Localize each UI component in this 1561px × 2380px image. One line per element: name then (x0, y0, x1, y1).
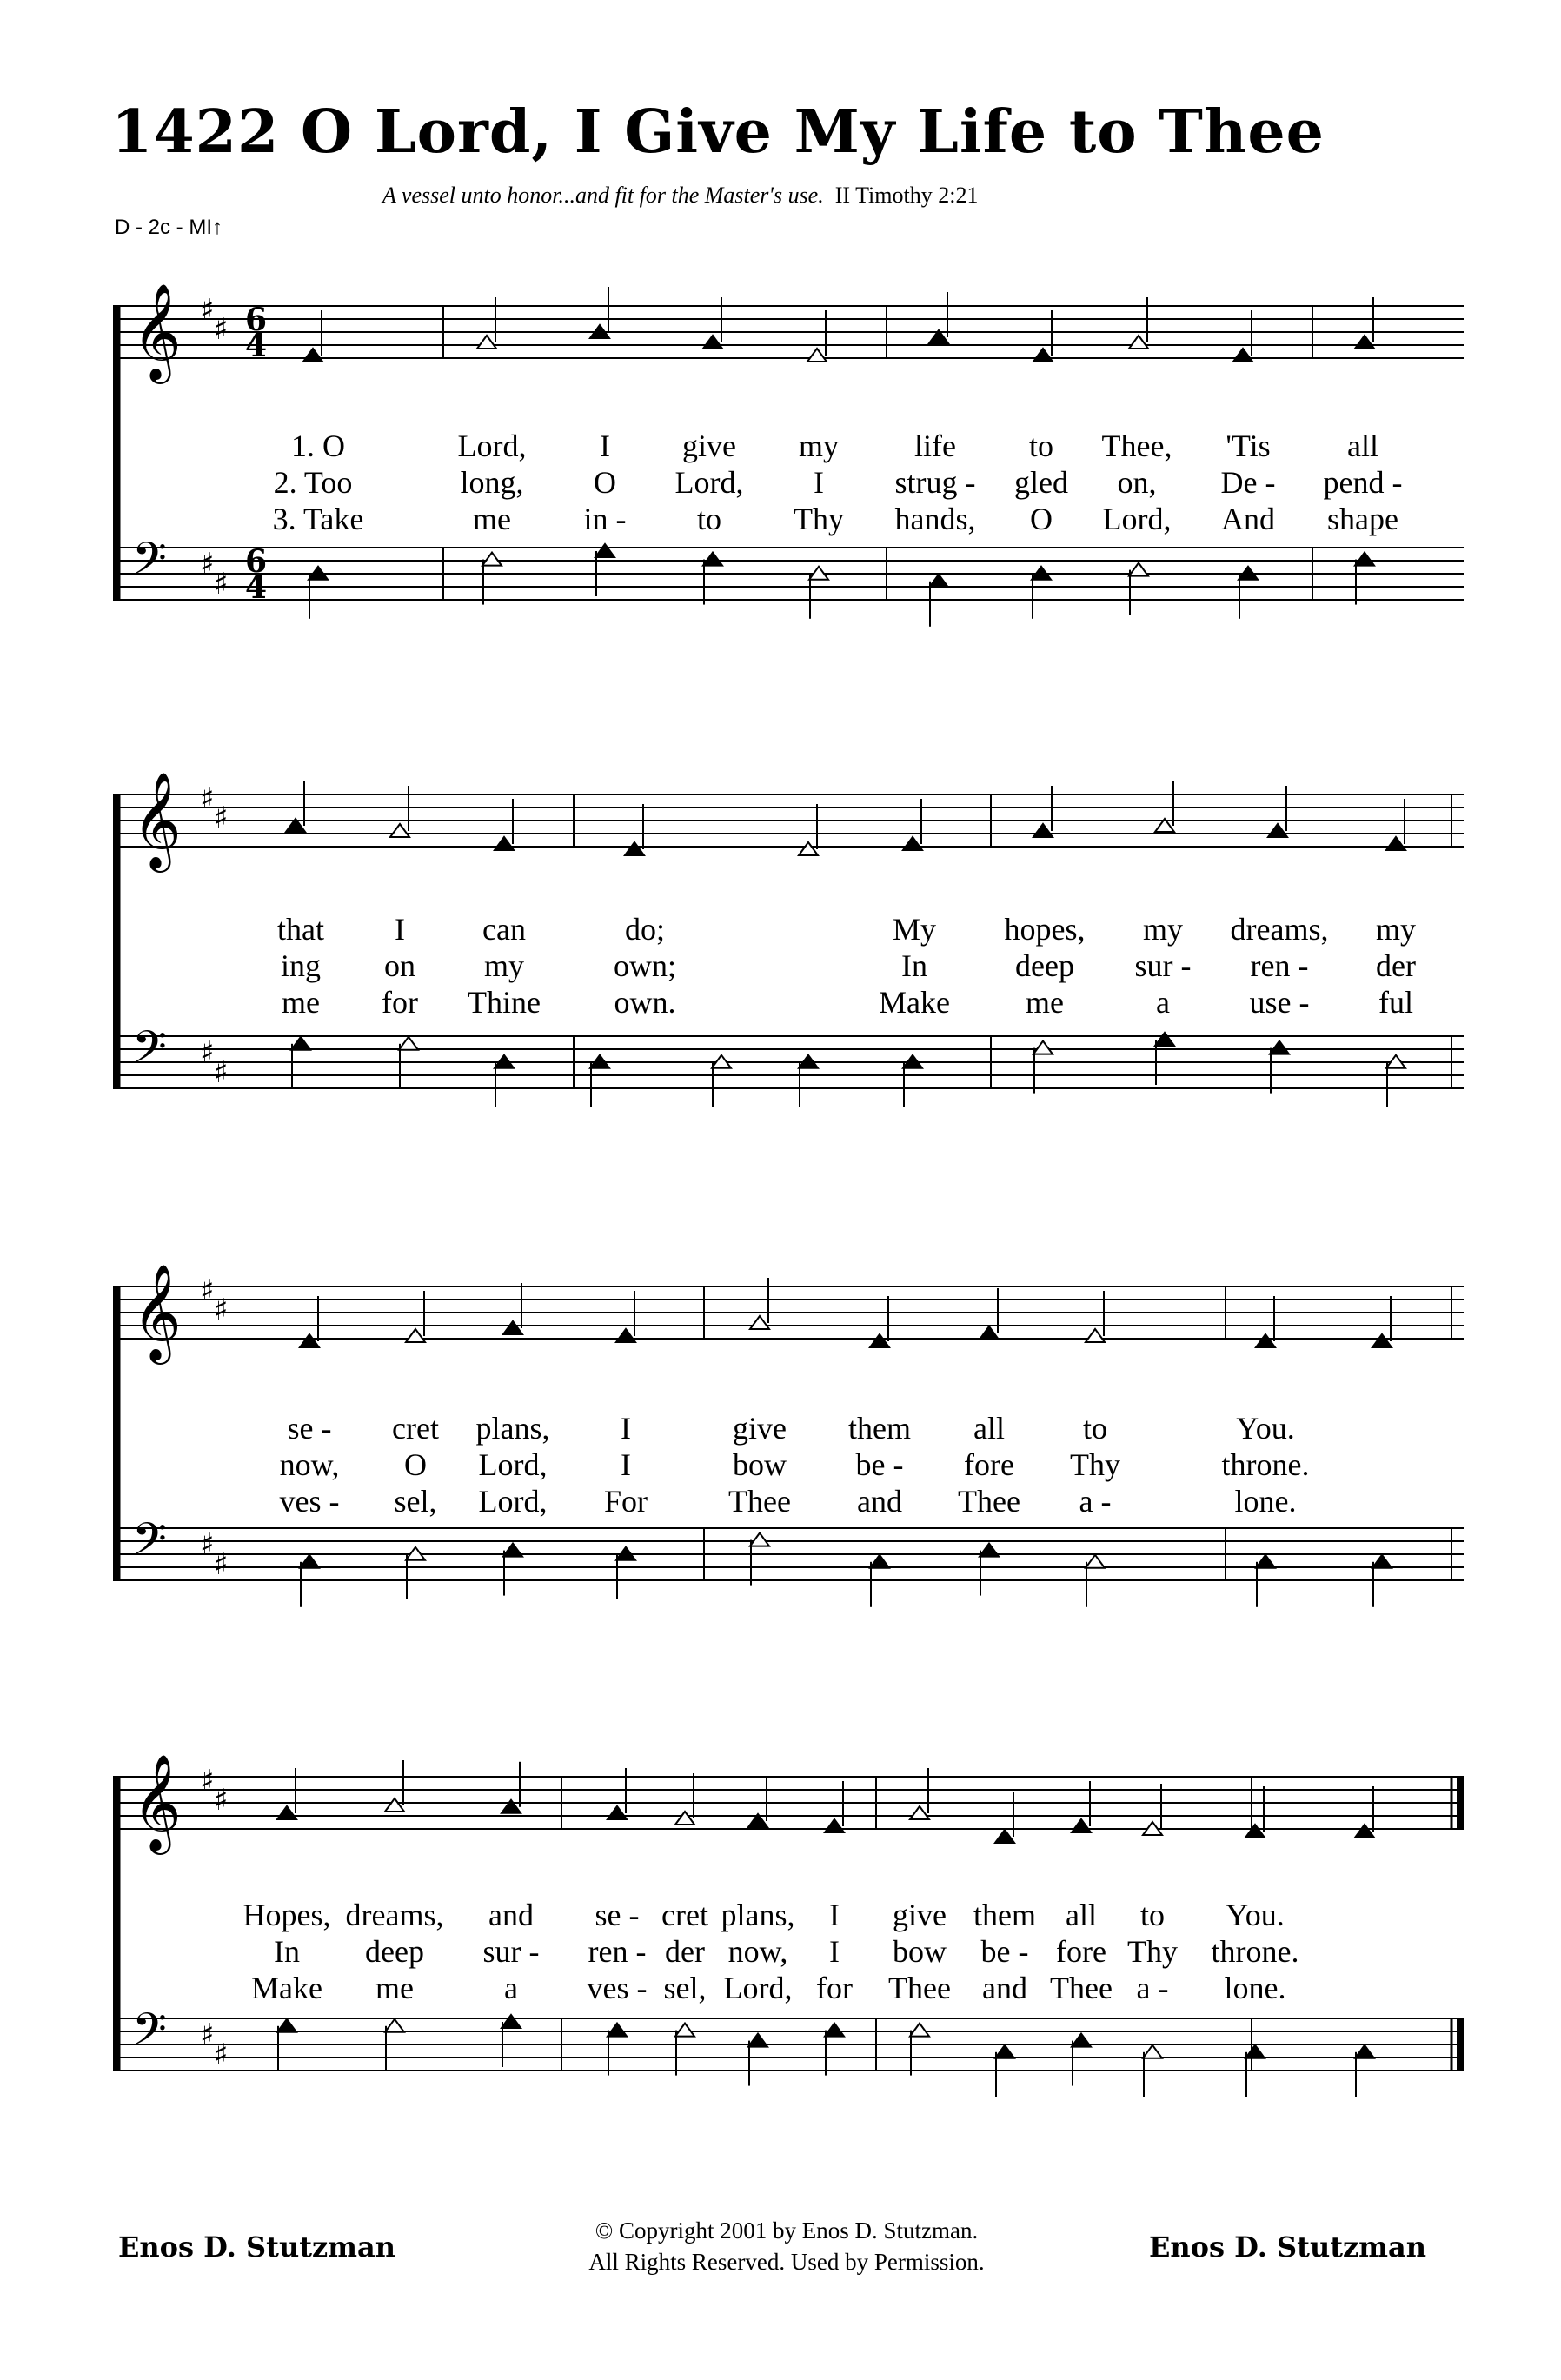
note-head (748, 2034, 767, 2047)
verse-1-lyrics (113, 428, 1464, 462)
lyric-syllable: to (1028, 429, 1054, 463)
lyric-syllable: O (404, 1447, 427, 1482)
note-head (1129, 336, 1148, 349)
lyric-syllable: use - (1249, 985, 1310, 1020)
note-head (1155, 1033, 1174, 1046)
lyric-syllable: give (893, 1898, 947, 1932)
lyric-syllable: se - (287, 1411, 332, 1446)
lyric-syllable: me (473, 502, 511, 536)
note-head (399, 1037, 418, 1050)
lyric-syllable: hands, (894, 502, 976, 536)
note-head (1245, 1825, 1265, 1838)
note-head (750, 1533, 769, 1546)
bass-clef-icon: 𝄢 (132, 2003, 167, 2066)
note-head (995, 1830, 1014, 1843)
lyric-syllable: a (504, 1971, 518, 2005)
sharp-icon: ♯ (200, 1527, 215, 1562)
sharp-icon: ♯ (214, 1547, 229, 1582)
note-head (495, 837, 514, 850)
sharp-icon: ♯ (214, 1055, 229, 1090)
lyric-syllable: ren - (588, 1934, 647, 1969)
copyright-line-2: All Rights Reserved. Used by Permission. (588, 2249, 985, 2275)
lyric-syllable: sur - (482, 1934, 540, 1969)
note-head (675, 1812, 694, 1825)
lyric-syllable: 2. Too (273, 465, 353, 500)
note-head (595, 544, 614, 557)
lyric-syllable: deep (1015, 948, 1074, 983)
lyric-syllable: Lord, (457, 429, 527, 463)
lyric-syllable: all (1066, 1898, 1097, 1932)
lyric-syllable: strug - (894, 465, 976, 500)
lyric-syllable: You. (1236, 1411, 1295, 1446)
lyric-syllable: a (1156, 985, 1170, 1020)
lyric-syllable: plans, (721, 1898, 795, 1932)
verse-1-lyrics (113, 911, 1464, 946)
note-head (1355, 553, 1374, 566)
lyric-syllable: plans, (475, 1411, 550, 1446)
lyric-syllable: that (277, 912, 324, 947)
note-head (385, 1798, 404, 1812)
lyric-syllable: give (733, 1411, 787, 1446)
lyric-syllable: You. (1226, 1898, 1285, 1932)
note-head (1086, 1329, 1105, 1342)
lyric-syllable: cret (392, 1411, 439, 1446)
lyric-syllable: my (798, 429, 840, 463)
lyric-syllable: In (901, 948, 927, 983)
note-head (1270, 1041, 1289, 1054)
verse-3-lyrics (113, 501, 1464, 535)
hymn-title: 1422 O Lord, I Give My Life to Thee (111, 97, 1325, 167)
lyric-syllable: O (1030, 502, 1053, 536)
copyright-notice (504, 2215, 1069, 2277)
copyright-line-1: © Copyright 2001 by Enos D. Stutzman. (595, 2217, 979, 2244)
note-head (1268, 824, 1287, 837)
bass-staff (113, 1512, 1464, 1607)
lyric-syllable: them (848, 1411, 911, 1446)
lyric-syllable: all (1347, 429, 1378, 463)
lyric-syllable: dreams, (345, 1898, 444, 1932)
note-head (277, 2019, 296, 2032)
treble-staff (113, 1263, 1464, 1365)
lyric-syllable: lone. (1234, 1484, 1297, 1519)
lyric-syllable: cret (661, 1898, 708, 1932)
lyric-syllable: my (1375, 912, 1417, 947)
lyric-syllable: bow (893, 1934, 947, 1969)
lyric-syllable: to (696, 502, 722, 536)
lyric-syllable: fore (1056, 1934, 1106, 1969)
lyric-syllable: O (594, 465, 616, 500)
lyric-syllable: ves - (279, 1484, 340, 1519)
bass-staff (113, 2003, 1464, 2097)
lyric-syllable: I (395, 912, 405, 947)
lyric-syllable: Thine (468, 985, 541, 1020)
composer-credit-left: Enos D. Stutzman (118, 2230, 396, 2264)
lyric-syllable: throne. (1211, 1934, 1299, 1969)
lyric-syllable: sel, (663, 1971, 707, 2005)
music-system-1 (113, 261, 1464, 669)
note-head (1386, 837, 1405, 850)
lyric-syllable: der (665, 1934, 705, 1969)
lyric-syllable: give (682, 429, 736, 463)
sharp-icon: ♯ (200, 781, 215, 816)
lyric-syllable: Thy (1070, 1447, 1120, 1482)
sharp-icon: ♯ (200, 2018, 215, 2052)
lyric-syllable: gled (1014, 465, 1068, 500)
lyric-syllable: dreams, (1230, 912, 1329, 947)
lyric-syllable: own; (614, 948, 676, 983)
lyric-syllable: Thee (728, 1484, 791, 1519)
sharp-icon: ♯ (214, 1783, 229, 1818)
lyric-syllable: now, (727, 1934, 788, 1969)
note-head (825, 1819, 844, 1832)
note-head (482, 553, 502, 566)
lyric-syllable: I (600, 429, 610, 463)
lyric-syllable: fore (964, 1447, 1014, 1482)
note-head (1033, 1041, 1053, 1054)
scripture-reference: II Timothy 2:21 (834, 183, 979, 208)
sharp-icon: ♯ (214, 1293, 229, 1327)
note-head (1072, 1819, 1091, 1832)
note-head (300, 1334, 319, 1347)
treble-clef-icon: 𝄞 (132, 1753, 182, 1851)
treble-clef-icon: 𝄞 (132, 283, 182, 380)
music-system-4 (113, 1732, 1464, 2140)
bass-staff (113, 532, 1464, 627)
sharp-icon: ♯ (200, 547, 215, 582)
lyric-syllable: me (375, 1971, 414, 2005)
note-head (1355, 1825, 1374, 1838)
note-head (1033, 824, 1053, 837)
bass-clef-icon: 𝄢 (132, 532, 167, 595)
lyric-syllable: for (816, 1971, 853, 2005)
note-head (870, 1334, 889, 1347)
lyric-syllable: Make (879, 985, 950, 1020)
verse-3-lyrics (113, 1970, 1464, 2004)
lyric-syllable: hopes, (1004, 912, 1086, 947)
lyric-syllable: and (982, 1971, 1027, 2005)
note-head (799, 842, 818, 855)
lyric-syllable: own. (614, 985, 676, 1020)
note-head (300, 1555, 319, 1568)
sharp-icon: ♯ (214, 2038, 229, 2072)
lyric-syllable: I (829, 1934, 840, 1969)
bass-clef-icon: 𝄢 (132, 1020, 167, 1084)
note-head (825, 2024, 844, 2037)
note-head (503, 1321, 522, 1334)
lyric-syllable: Lord, (478, 1447, 548, 1482)
lyric-syllable: der (1376, 948, 1416, 983)
note-head (1372, 1334, 1392, 1347)
note-head (277, 1806, 296, 1819)
lyric-syllable: a - (1079, 1484, 1112, 1519)
note-head (703, 553, 722, 566)
treble-staff (113, 1753, 1464, 1855)
note-head (1355, 2045, 1374, 2058)
lyric-syllable: I (814, 465, 824, 500)
note-head (1245, 2045, 1265, 2058)
note-head (390, 824, 409, 837)
lyric-syllable: And (1221, 502, 1275, 536)
lyric-syllable: bow (733, 1447, 787, 1482)
note-head (406, 1329, 425, 1342)
lyric-syllable: ing (280, 948, 322, 983)
verse-1-lyrics (113, 1897, 1464, 1931)
note-head (1233, 349, 1252, 362)
note-head (291, 1037, 310, 1050)
key-info: D - 2c - MI↑ (115, 216, 223, 239)
bass-clef-icon: 𝄢 (132, 1512, 167, 1576)
note-head (616, 1329, 635, 1342)
time-signature-top: 6 (245, 302, 268, 338)
lyric-syllable: Thy (794, 502, 844, 536)
verse-3-lyrics (113, 1483, 1464, 1518)
lyric-syllable: to (1139, 1898, 1166, 1932)
sharp-icon: ♯ (214, 312, 229, 347)
lyric-syllable: do; (624, 912, 666, 947)
lyric-syllable: I (621, 1411, 631, 1446)
lyric-syllable: a - (1136, 1971, 1169, 2005)
lyric-syllable: on, (1117, 465, 1157, 500)
note-head (303, 349, 322, 362)
lyric-syllable: all (973, 1411, 1005, 1446)
lyric-syllable: Thee, (1101, 429, 1172, 463)
sharp-icon: ♯ (200, 1035, 215, 1070)
note-head (1256, 1555, 1275, 1568)
note-head (477, 336, 496, 349)
note-head (903, 837, 922, 850)
treble-staff (113, 283, 1464, 384)
lyric-syllable: now, (279, 1447, 340, 1482)
lyric-syllable: In (274, 1934, 300, 1969)
verse-1-lyrics (113, 1410, 1464, 1445)
verse-2-lyrics (113, 947, 1464, 982)
lyric-syllable: sel, (394, 1484, 437, 1519)
note-head (929, 575, 948, 588)
lyric-syllable: Thee (958, 1484, 1020, 1519)
note-head (910, 1806, 929, 1819)
lyric-syllable: can (482, 912, 526, 947)
scripture-line (382, 183, 978, 209)
lyric-syllable: my (1142, 912, 1184, 947)
lyric-syllable: 1. O (291, 429, 345, 463)
lyric-syllable: lone. (1224, 1971, 1286, 2005)
lyric-syllable: Lord, (1102, 502, 1172, 536)
lyric-syllable: Thy (1127, 1934, 1178, 1969)
lyric-syllable: deep (365, 1934, 424, 1969)
note-head (1129, 563, 1148, 576)
time-signature-bottom: 4 (245, 569, 268, 606)
scripture-quote: A vessel unto honor...and fit for the Master's use. (382, 183, 824, 208)
lyric-syllable: my (483, 948, 525, 983)
lyric-syllable: De - (1220, 465, 1276, 500)
note-head (675, 2024, 694, 2037)
lyric-syllable: sur - (1134, 948, 1192, 983)
note-head (1372, 1555, 1392, 1568)
lyric-syllable: life (914, 429, 956, 463)
verse-2-lyrics (113, 464, 1464, 499)
lyric-syllable: me (1026, 985, 1064, 1020)
lyric-syllable: My (892, 912, 937, 947)
lyric-syllable: Lord, (674, 465, 744, 500)
lyric-syllable: I (621, 1447, 631, 1482)
verse-3-lyrics (113, 984, 1464, 1019)
lyric-syllable: Hopes, (242, 1898, 331, 1932)
note-head (385, 2019, 404, 2032)
lyric-syllable: ren - (1250, 948, 1309, 983)
lyric-syllable: to (1082, 1411, 1108, 1446)
lyric-syllable: in - (583, 502, 627, 536)
note-head (1086, 1555, 1105, 1568)
lyric-syllable: and (857, 1484, 902, 1519)
lyric-syllable: Lord, (478, 1484, 548, 1519)
note-head (1355, 336, 1374, 349)
note-head (870, 1555, 889, 1568)
lyric-syllable: se - (595, 1898, 640, 1932)
lyric-syllable: 'Tis (1226, 429, 1271, 463)
lyric-syllable: ful (1378, 985, 1413, 1020)
verse-2-lyrics (113, 1446, 1464, 1481)
composer-credit-right: Enos D. Stutzman (1149, 2230, 1427, 2264)
sharp-icon: ♯ (214, 801, 229, 835)
lyric-syllable: Thee (888, 1971, 951, 2005)
verse-2-lyrics (113, 1933, 1464, 1968)
treble-staff (113, 771, 1464, 873)
lyric-syllable: Thee (1050, 1971, 1113, 2005)
lyric-syllable: pend - (1323, 465, 1403, 500)
lyric-syllable: shape (1327, 502, 1398, 536)
lyric-syllable: be - (855, 1447, 904, 1482)
lyric-syllable: long, (460, 465, 524, 500)
note-head (980, 1326, 999, 1340)
sharp-icon: ♯ (200, 293, 215, 328)
lyric-syllable: Make (251, 1971, 322, 2005)
lyric-syllable: 3. Take (272, 502, 364, 536)
lyric-syllable: them (973, 1898, 1036, 1932)
treble-clef-icon: 𝄞 (132, 771, 182, 868)
bass-staff (113, 1020, 1464, 1107)
note-head (910, 2024, 929, 2037)
lyric-syllable: on (384, 948, 415, 983)
lyric-syllable: Lord, (723, 1971, 793, 2005)
sharp-icon: ♯ (214, 567, 229, 602)
note-head (1143, 2045, 1162, 2058)
music-system-2 (113, 749, 1464, 1158)
sharp-icon: ♯ (200, 1764, 215, 1798)
lyric-syllable: I (829, 1898, 840, 1932)
lyric-syllable: For (603, 1484, 648, 1519)
note-head (625, 842, 644, 855)
note-head (1256, 1334, 1275, 1347)
lyric-syllable: ves - (587, 1971, 648, 2005)
note-head (980, 1544, 999, 1557)
note-head (750, 1316, 769, 1329)
time-signature-bottom: 4 (245, 328, 268, 364)
note-head (608, 2024, 627, 2037)
lyric-syllable: me (282, 985, 320, 1020)
note-head (503, 1544, 522, 1557)
note-head (1072, 2034, 1091, 2047)
note-head (1033, 349, 1053, 362)
time-signature-top: 6 (245, 543, 268, 580)
sharp-icon: ♯ (200, 1273, 215, 1308)
note-head (995, 2045, 1014, 2058)
note-head (608, 1806, 627, 1819)
lyric-syllable: throne. (1221, 1447, 1310, 1482)
note-head (703, 336, 722, 349)
note-head (502, 2015, 521, 2028)
music-system-3 (113, 1241, 1464, 1650)
note-head (807, 349, 827, 362)
lyric-syllable: and (488, 1898, 534, 1932)
treble-clef-icon: 𝄞 (132, 1263, 182, 1360)
lyric-syllable: be - (980, 1934, 1029, 1969)
lyric-syllable: for (382, 985, 418, 1020)
